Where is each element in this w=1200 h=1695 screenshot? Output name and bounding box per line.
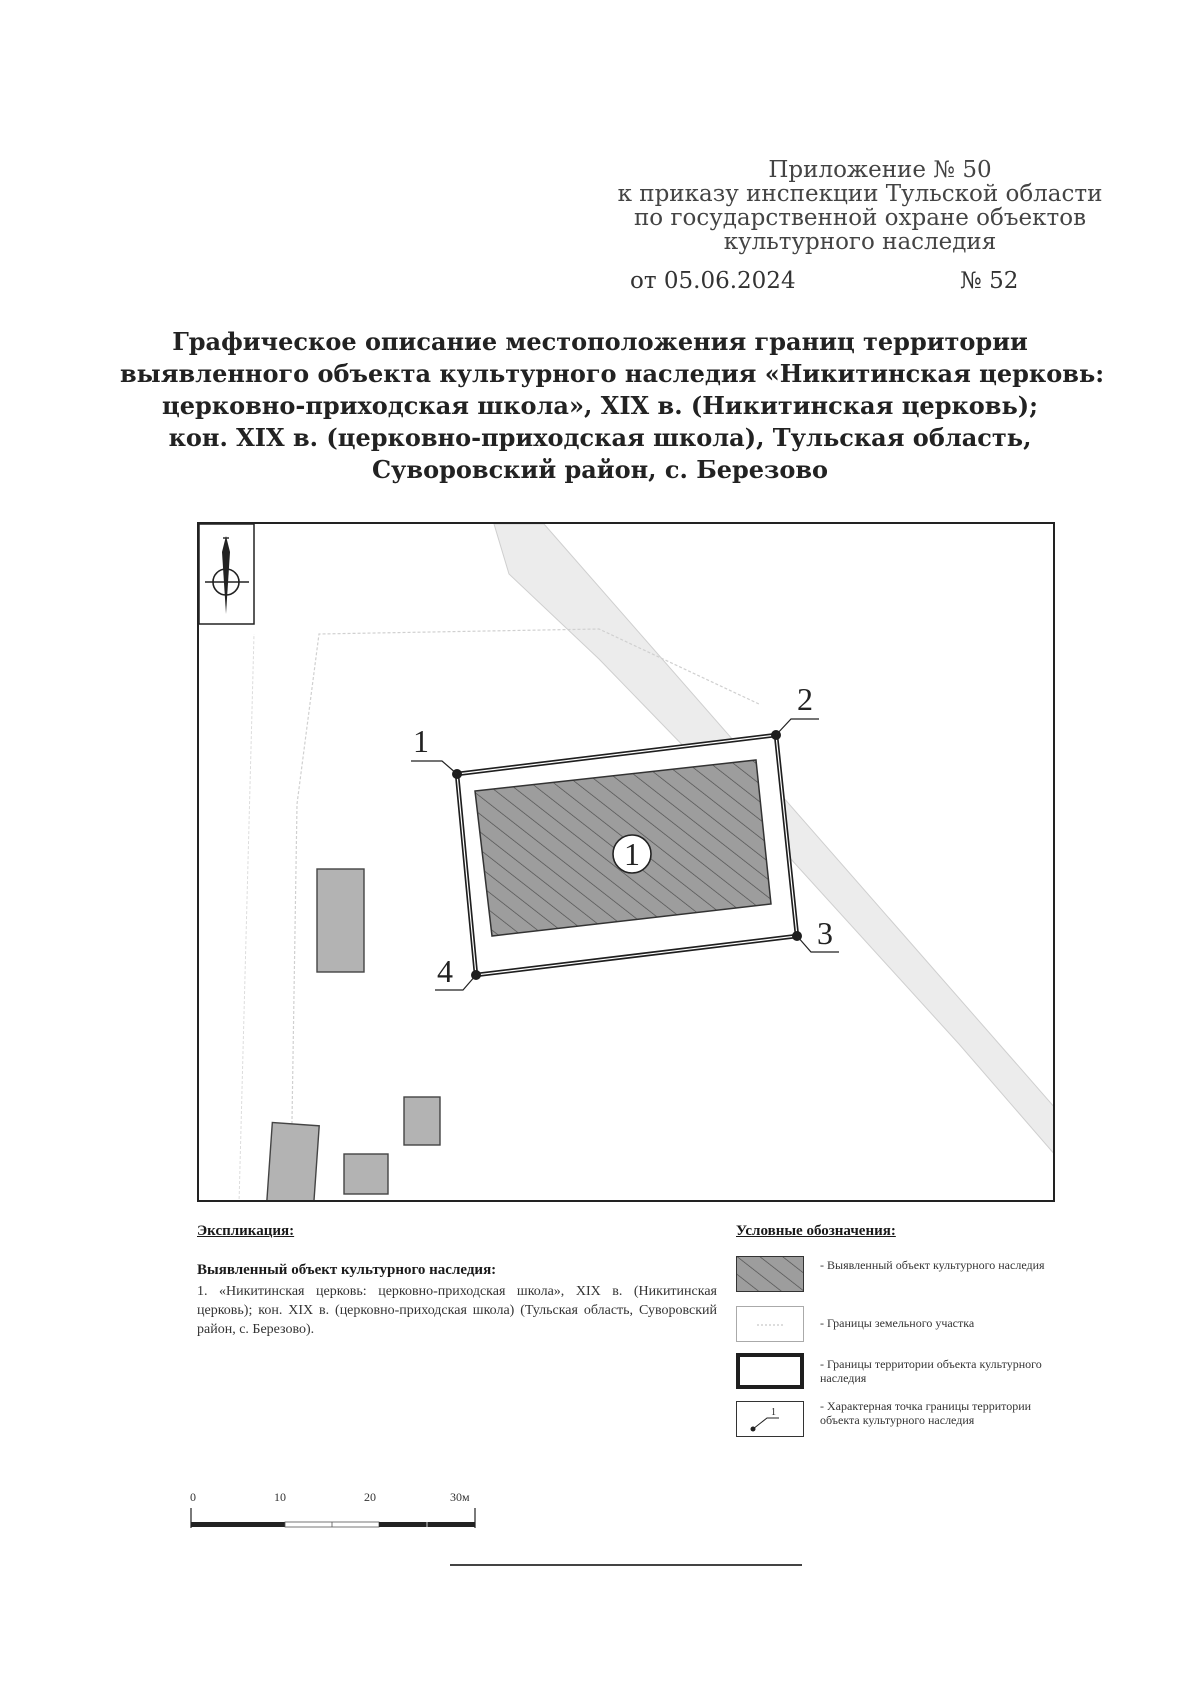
scale-label-10: 10: [274, 1490, 286, 1504]
appendix-number: Приложение № 50: [768, 157, 992, 183]
point-marker-icon: [736, 1401, 804, 1437]
site-plan-svg: [199, 524, 1055, 1202]
point-label-4: 4: [437, 953, 453, 989]
scale-label-30: 30м: [450, 1490, 470, 1504]
point-label-1: 1: [413, 723, 429, 759]
appendix-heritage-line: культурного наследия: [723, 229, 997, 255]
neighbor-building: [344, 1154, 388, 1194]
title-line-2: выявленного объекта культурного наследия «Никитинская церковь:: [120, 359, 1105, 388]
order-number: № 52: [960, 268, 1019, 294]
order-date: от 05.06.2024: [630, 268, 796, 294]
legend-point-marker-label: 1: [771, 1407, 776, 1418]
appendix-order-line: к приказу инспекции Тульской области: [617, 181, 1103, 207]
document-title: [120, 326, 1105, 486]
legend-text-boundary-point: - Характерная точка границы территории объекта культурного наследия: [820, 1399, 1032, 1427]
explication-title: Экспликация:: [197, 1223, 295, 1239]
dotted-boundary-icon: [736, 1306, 804, 1342]
north-arrow-icon: [199, 524, 254, 624]
neighbor-building: [266, 1123, 320, 1202]
appendix-inspection-line: по государственной охране объектов: [633, 205, 1087, 231]
legend-text-heritage-object: - Выявленный объект культурного наследия: [820, 1258, 1045, 1272]
point-1-leader: [411, 761, 457, 774]
explication-text: 1. «Никитинская церковь: церковно-приходская школа», XIX в. (Никитинская церковь); кон. XIX в. (церковно-приходская школа) (Тульская область, Суворовский район, с. Березово).: [197, 1284, 717, 1337]
hatched-fill-icon: [736, 1256, 804, 1292]
title-line-4: кон. XIX в. (церковно-приходская школа), Тульская область,: [168, 423, 1032, 452]
title-line-1: Графическое описание местоположения границ территории: [172, 327, 1028, 356]
explication-subtitle: Выявленный объект культурного наследия:: [197, 1262, 497, 1278]
object-number: 1: [624, 836, 640, 872]
title-line-3: церковно-приходская школа», XIX в. (Никитинская церковь);: [162, 391, 1038, 420]
order-date-row: [630, 268, 1030, 294]
point-label-3: 3: [817, 915, 833, 951]
legend-text-land-parcel: - Границы земельного участка: [820, 1316, 975, 1330]
neighbor-building: [317, 869, 364, 972]
legend-text-territory-boundary: - Границы территории объекта культурного наследия: [820, 1357, 1042, 1385]
scale-bar-graphic: [190, 1504, 490, 1544]
legend-section: [736, 1223, 1066, 1427]
land-parcel-boundary: [239, 634, 254, 1202]
double-line-icon: [736, 1353, 804, 1389]
title-line-5: Суворовский район, с. Березово: [371, 455, 829, 484]
scale-label-0: 0: [190, 1490, 196, 1504]
point-label-2: 2: [797, 681, 813, 717]
explication-section: [197, 1223, 717, 1339]
appendix-header: [600, 158, 1120, 254]
legend-title: Условные обозначения:: [736, 1223, 896, 1239]
scale-label-20: 20: [364, 1490, 376, 1504]
signature-line: [450, 1564, 802, 1566]
neighbor-building: [404, 1097, 440, 1145]
site-plan-map: [197, 522, 1055, 1202]
point-2-leader: [776, 719, 819, 735]
